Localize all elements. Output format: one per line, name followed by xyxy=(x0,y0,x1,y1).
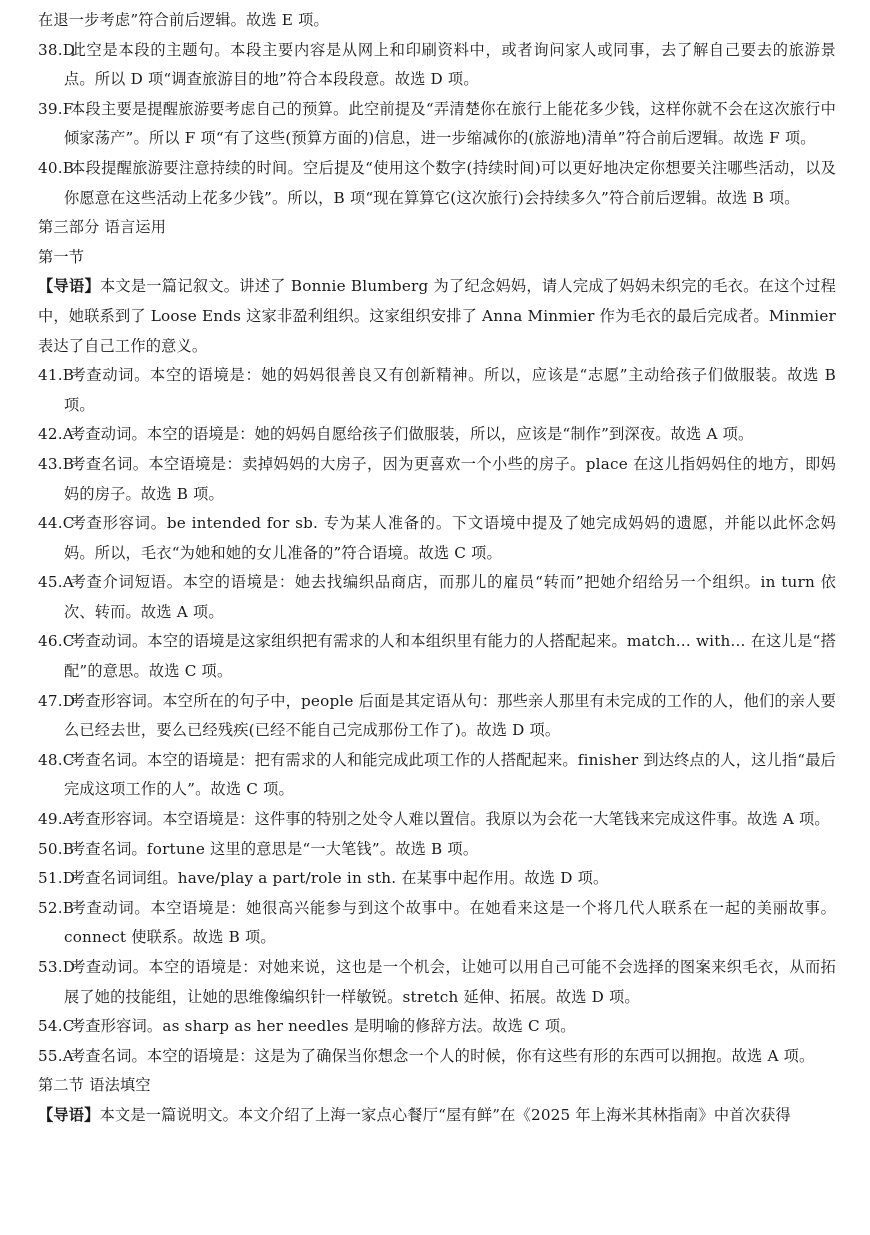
answer-item-53 xyxy=(38,953,836,1012)
item-text: 本段主要是提醒旅游要考虑自己的预算。此空前提及“弄清楚你在旅行上能花多少钱，这样你就不会在这次旅行中倾家荡产”。所以 F 项“有了这些(预算方面的)信息，进一步缩减你的(旅游地)清单”符合前后逻辑。故选 F 项。 xyxy=(64,99,836,148)
item-text: 考查动词。本空语境是：她很高兴能参与到这个故事中。在她看来这是一个将几代人联系在一起的美丽故事。connect 使联系。故选 B 项。 xyxy=(64,898,836,947)
item-number: 50.B xyxy=(38,839,75,858)
item-number: 48.C xyxy=(38,750,75,769)
lead-text: 本文是一篇记叙文。讲述了 Bonnie Blumberg 为了纪念妈妈，请人完成了妈妈未织完的毛衣。在这个过程中，她联系到了 Loose Ends 这家非盈利组织。这家组织安排了 Anna Minmier 作为毛衣的最后完成者。Minmier 表达了自己工作的意义。 xyxy=(38,277,836,355)
lead-paragraph-2 xyxy=(38,1101,836,1131)
answer-item-48 xyxy=(38,746,836,805)
answer-item-43 xyxy=(38,450,836,509)
answer-item-42 xyxy=(38,420,836,450)
answer-item-46 xyxy=(38,627,836,686)
item-text: 考查形容词。be intended for sb. 专为某人准备的。下文语境中提及了她完成妈妈的遗愿，并能以此怀念妈妈。所以，毛衣“为她和她的女儿准备的”符合语境。故选 C 项。 xyxy=(64,514,836,562)
item-number: 39.F xyxy=(38,99,74,118)
answer-item-45 xyxy=(38,568,836,627)
section-heading-2: 第二节 语法填空 xyxy=(38,1076,151,1095)
item-number: 55.A xyxy=(38,1046,74,1065)
continued-line: 在退一步考虑”符合前后逻辑。故选 E 项。 xyxy=(38,11,329,29)
item-text: 考查形容词。as sharp as her needles 是明喻的修辞方法。故选 C 项。 xyxy=(70,1017,576,1036)
answer-item-52 xyxy=(38,894,836,953)
item-number: 51.D xyxy=(38,869,76,888)
item-number: 47.D xyxy=(38,691,76,710)
item-text: 考查动词。本空的语境是：她的妈妈很善良又有创新精神。所以，应该是“志愿”主动给孩子们做服装。故选 B 项。 xyxy=(64,366,836,414)
answer-item-38 xyxy=(38,36,836,95)
answer-item-54 xyxy=(38,1012,836,1042)
answer-item-47 xyxy=(38,687,836,746)
answer-item-44 xyxy=(38,509,836,568)
item-number: 41.B xyxy=(38,366,75,385)
item-text: 本段提醒旅游要注意持续的时间。空后提及“使用这个数字(持续时间)可以更好地决定你想要关注哪些活动，以及你愿意在这些活动上花多少钱”。所以，B 项“现在算算它(这次旅行)会持续多久”符合前后逻辑。故选 B 项。 xyxy=(64,158,836,207)
item-text: 此空是本段的主题句。本段主要内容是从网上和印刷资料中，或者询问家人或同事，去了解自己要去的旅游景点。所以 D 项“调查旅游目的地”符合本段段意。故选 D 项。 xyxy=(64,40,836,89)
item-text: 考查名词。fortune 这里的意思是“一大笔钱”。故选 B 项。 xyxy=(70,839,479,858)
item-text: 考查名词。本空的语境是：这是为了确保当你想念一个人的时候，你有这些有形的东西可以拥抱。故选 A 项。 xyxy=(70,1046,815,1065)
item-text: 考查形容词。本空所在的句子中，people 后面是其定语从句：那些亲人那里有未完成的工作的人，他们的亲人要么已经去世，要么已经残疾(已经不能自己完成那份工作了)。故选 D 项。 xyxy=(64,691,836,740)
item-text: 考查介词短语。本空的语境是：她去找编织品商店，而那儿的雇员“转而”把她介绍给另一个组织。in turn 依次、转而。故选 A 项。 xyxy=(64,573,836,621)
item-number: 40.B xyxy=(38,158,75,177)
item-text: 考查名词。本空的语境是：把有需求的人和能完成此项工作的人搭配起来。finisher 到达终点的人，这儿指“最后完成这项工作的人”。故选 C 项。 xyxy=(64,750,836,799)
lead-paragraph-1 xyxy=(38,272,836,361)
item-number: 38.D xyxy=(38,40,76,59)
item-number: 53.D xyxy=(38,958,76,976)
answer-item-49 xyxy=(38,805,836,835)
answer-item-50 xyxy=(38,835,836,865)
answer-item-51 xyxy=(38,864,836,894)
item-number: 54.C xyxy=(38,1017,75,1036)
lead-text: 本文是一篇说明文。本文介绍了上海一家点心餐厅“屋有鲜”在《2025 年上海米其林指南》中首次获得 xyxy=(99,1105,791,1124)
item-number: 44.C xyxy=(38,514,75,533)
lead-mark: 【导语】 xyxy=(38,277,100,296)
lead-mark: 【导语】 xyxy=(38,1105,100,1124)
item-number: 43.B xyxy=(38,454,75,473)
item-text: 考查动词。本空的语境是这家组织把有需求的人和本组织里有能力的人搭配起来。match... with... 在这儿是“搭配”的意思。故选 C 项。 xyxy=(64,632,836,681)
item-number: 42.A xyxy=(38,425,74,444)
item-number: 45.A xyxy=(38,573,74,592)
item-number: 46.C xyxy=(38,632,75,651)
item-number: 52.B xyxy=(38,898,75,917)
item-number: 49.A xyxy=(38,810,74,829)
answer-item-41 xyxy=(38,361,836,420)
answer-item-39 xyxy=(38,95,836,154)
section-heading-part3: 第三部分 语言运用 xyxy=(38,218,167,237)
item-text: 考查名词词组。have/play a part/role in sth. 在某事中起作用。故选 D 项。 xyxy=(70,869,609,888)
item-text: 考查名词。本空语境是：卖掉妈妈的大房子，因为更喜欢一个小些的房子。place 在这儿指妈妈住的地方，即妈妈的房子。故选 B 项。 xyxy=(64,454,836,503)
answer-item-40 xyxy=(38,154,836,213)
item-text: 考查动词。本空的语境是：对她来说，这也是一个机会，让她可以用自己可能不会选择的图案来织毛衣，从而拓展了她的技能组，让她的思维像编织针一样敏锐。stretch 延伸、拓展。故选 D 项。 xyxy=(64,958,836,1006)
answer-item-55 xyxy=(38,1042,836,1072)
item-text: 考查形容词。本空语境是：这件事的特别之处令人难以置信。我原以为会花一大笔钱来完成这件事。故选 A 项。 xyxy=(70,810,830,829)
item-text: 考查动词。本空的语境是：她的妈妈自愿给孩子们做服装，所以，应该是“制作”到深夜。故选 A 项。 xyxy=(70,425,754,444)
section-heading-1: 第一节 xyxy=(38,247,85,266)
